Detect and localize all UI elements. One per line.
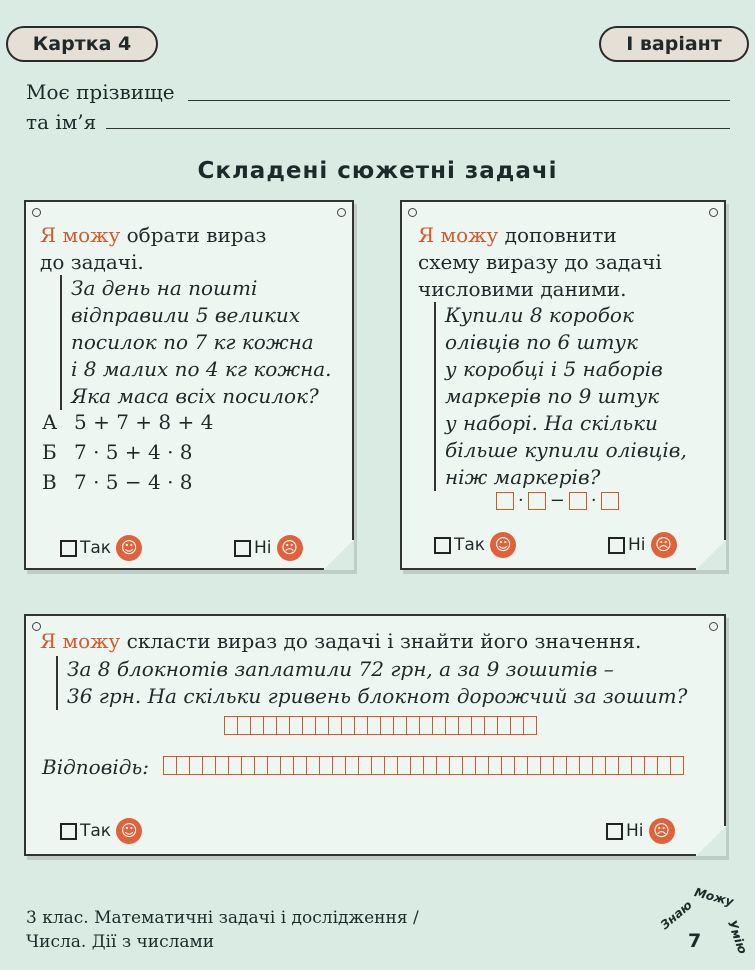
checkbox-square[interactable] [234,540,251,557]
answer-cell[interactable] [202,756,216,775]
answer-cell[interactable] [592,756,606,775]
story-line: і 8 малих по 4 кг кожна. [71,357,332,381]
answer-cell[interactable] [566,756,580,775]
answer-cell[interactable] [176,756,190,775]
story-line: Купили 8 коробок [445,303,634,327]
option-expression: 5 + 7 + 8 + 4 [74,410,214,434]
name-label: та ім’я [26,110,97,134]
card-number-badge: Картка 4 [6,26,158,62]
answer-cell[interactable] [189,756,203,775]
answer-cell[interactable] [367,716,381,735]
story-line: За день на пошті [71,276,258,300]
answer-cells[interactable] [163,756,683,775]
yes-checkbox[interactable] [60,818,142,844]
task-card-3 [24,614,726,856]
answer-cell[interactable] [397,756,411,775]
answer-cell[interactable] [345,756,359,775]
punch-hole [408,208,417,217]
story-line: Яка маса всіх посилок? [71,384,319,408]
option-key: А [42,410,58,434]
footer-line-2: Числа. Дії з числами [26,932,215,952]
story-line: ніж маркерів? [445,465,601,489]
punch-hole [709,208,718,217]
answer-cell[interactable] [419,716,433,735]
story-line: олівців по 6 штук [445,330,638,354]
answer-cell[interactable] [315,716,329,735]
logo-word-2: Можу [692,885,736,909]
no-label: Ні [628,535,646,555]
answer-cell[interactable] [341,716,355,735]
answer-cell[interactable] [497,716,511,735]
checkbox-square[interactable] [434,537,451,554]
task1-instruction [40,222,266,249]
no-label: Ні [626,821,644,841]
answer-cell[interactable] [358,756,372,775]
answer-cell[interactable] [462,756,476,775]
page-number: 7 [688,930,702,952]
answer-cell[interactable] [644,756,658,775]
option-a[interactable] [42,410,213,434]
punch-hole [709,622,718,631]
answer-cell[interactable] [605,756,619,775]
answer-cell[interactable] [423,756,437,775]
answer-cell[interactable] [458,716,472,735]
yes-label: Так [80,821,112,841]
story-line: у коробці і 5 наборів [445,357,663,381]
page-curl [696,540,726,570]
logo-word-1: Знаю [657,897,695,933]
answer-cell[interactable] [250,716,264,735]
variant-badge: І варіант [599,26,749,62]
answer-cell[interactable] [393,716,407,735]
answer-cell[interactable] [328,716,342,735]
can-do-label: Я можу [40,629,121,653]
answer-cell[interactable] [553,756,567,775]
footer-line-1: 3 клас. Математичні задачі і дослідження / [26,908,419,928]
task-card-2 [400,200,726,570]
schema-input-box[interactable] [528,492,546,510]
answer-cell[interactable] [215,756,229,775]
answer-cell[interactable] [371,756,385,775]
answer-cell[interactable] [579,756,593,775]
task3-instruction-text: скласти вираз до задачі і знайти його значення. [126,629,642,653]
task2-instruction [418,222,617,249]
option-key: В [42,470,57,494]
punch-hole [32,208,41,217]
answer-cell[interactable] [618,756,632,775]
story-line: За 8 блокнотів заплатили 72 грн, а за 9 зошитів – [67,657,614,681]
checkbox-square[interactable] [60,540,77,557]
answer-cell[interactable] [410,756,424,775]
schema-input-box[interactable] [601,492,619,510]
task-card-1 [24,200,354,570]
can-do-label: Я можу [40,223,121,247]
checkbox-square[interactable] [60,823,77,840]
punch-hole [337,208,346,217]
option-key: Б [42,440,57,464]
surname-label: Моє прізвище [26,80,175,104]
answer-cell[interactable] [475,756,489,775]
answer-cell[interactable] [280,756,294,775]
option-expression: 7 · 5 − 4 · 8 [74,470,193,494]
page-curl [324,540,354,570]
option-expression: 7 · 5 + 4 · 8 [74,440,193,464]
schema-operator: · [590,490,597,511]
answer-cell[interactable] [354,716,368,735]
answer-cell[interactable] [306,756,320,775]
task2-instruction-text: доповнити [504,223,617,247]
answer-cell[interactable] [657,756,671,775]
option-b[interactable] [42,440,193,464]
answer-cell[interactable] [241,756,255,775]
no-label: Ні [254,538,272,558]
answer-cell[interactable] [436,756,450,775]
sad-face-icon: ☹ [649,818,675,844]
smile-face-icon: ☺ [490,532,516,558]
answer-cell[interactable] [254,756,268,775]
answer-cell[interactable] [523,716,537,735]
answer-cell[interactable] [670,756,684,775]
story-line: у наборі. На скільки [445,411,658,435]
schema-input-box[interactable] [496,492,514,510]
logo-word-3: Умію [724,918,750,956]
story-line: більше купили олівців, [445,438,687,462]
answer-cell[interactable] [263,716,277,735]
story-line: 36 грн. На скільки гривень блокнот дорожчий за зошит? [67,684,688,708]
task2-instruction-line2: схему виразу до задачі [418,250,662,274]
task1-instruction-text: обрати вираз [126,223,267,247]
task1-story [60,275,332,410]
no-checkbox[interactable] [606,818,675,844]
no-checkbox[interactable] [234,535,303,561]
answer-cell[interactable] [510,716,524,735]
answer-cell[interactable] [380,716,394,735]
answer-cell[interactable] [445,716,459,735]
task2-instruction-line3: числовими даними. [418,277,627,301]
page-curl [696,826,726,856]
no-checkbox[interactable] [608,532,677,558]
task3-story [56,656,687,710]
name-field[interactable] [106,128,730,129]
answer-cell[interactable] [484,716,498,735]
expression-schema [496,490,619,511]
answer-cell[interactable] [406,716,420,735]
sad-face-icon: ☹ [651,532,677,558]
yes-checkbox[interactable] [60,535,142,561]
answer-cell[interactable] [384,756,398,775]
option-c[interactable] [42,470,193,494]
task1-instruction-line2: до задачі. [40,250,144,274]
answer-cell[interactable] [332,756,346,775]
answer-cell[interactable] [449,756,463,775]
answer-cell[interactable] [631,756,645,775]
story-line: маркерів по 9 штук [445,384,660,408]
answer-cell[interactable] [302,716,316,735]
yes-label: Так [80,538,112,558]
task3-instruction [40,628,641,655]
answer-cell[interactable] [267,756,281,775]
answer-cell[interactable] [432,716,446,735]
answer-cell[interactable] [319,756,333,775]
answer-cell[interactable] [488,756,502,775]
answer-cell[interactable] [228,756,242,775]
story-line: посилок по 7 кг кожна [71,330,314,354]
answer-cell[interactable] [471,716,485,735]
sad-face-icon: ☹ [277,535,303,561]
answer-cell[interactable] [289,716,303,735]
answer-cell[interactable] [501,756,515,775]
page-title: Складені сюжетні задачі [197,158,558,184]
answer-cell[interactable] [527,756,541,775]
yes-checkbox[interactable] [434,532,516,558]
yes-label: Так [454,535,486,555]
schema-operator: · [518,490,524,511]
can-do-label: Я можу [418,223,499,247]
smile-face-icon: ☺ [116,535,142,561]
answer-cell[interactable] [224,716,238,735]
answer-cell[interactable] [514,756,528,775]
answer-cell[interactable] [276,716,290,735]
smile-face-icon: ☺ [116,818,142,844]
expression-cells[interactable] [224,716,536,735]
task2-story [434,302,687,491]
answer-label: Відповідь: [42,755,150,779]
checkbox-square[interactable] [606,823,623,840]
schema-operator: − [549,490,565,511]
schema-input-box[interactable] [569,492,587,510]
answer-cell[interactable] [540,756,554,775]
answer-cell[interactable] [163,756,177,775]
answer-cell[interactable] [237,716,251,735]
story-line: відправили 5 великих [71,303,301,327]
surname-field[interactable] [188,100,730,101]
answer-cell[interactable] [293,756,307,775]
checkbox-square[interactable] [608,537,625,554]
